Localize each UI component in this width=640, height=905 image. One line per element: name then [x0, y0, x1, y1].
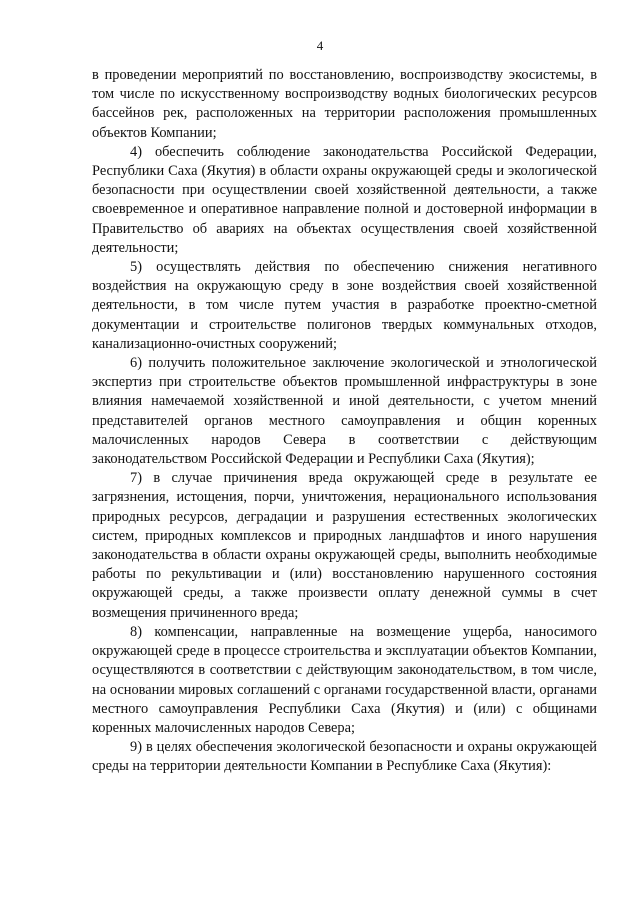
paragraph-item-7: 7) в случае причинения вреда окружающей среде в результате ее загрязнения, истощения, порчи, уничтожения, нерационального использования природных ресурсов, деградации и разрушения естественных экологических систем, природных комплексов и природных ландшафтов и иного нарушения законодательства в области охраны окружающей среды, выполнить необходимые работы по рекультивации и (или) восстановлению нарушенного состояния окружающей среды, а также произвести оплату денежной суммы в счет возмещения причиненного вреда;: [92, 470, 597, 621]
paragraph-item-6: 6) получить положительное заключение экологической и этнологической экспертиз при строительстве объектов промышленной инфраструктуры в зоне влияния намечаемой хозяйственной и иной деятельности, с учетом мнений представителей органов местного самоуправления и общин коренных малочисленных народов Севера в соответствии с действующим законодательством Российской Федерации и Республики Саха (Якутия);: [92, 355, 597, 468]
document-body: [92, 66, 597, 777]
paragraph-continuation: в проведении мероприятий по восстановлению, воспроизводству экосистемы, в том числе по искусственному воспроизводству водных биологических ресурсов бассейнов рек, расположенных на территории расположения промышленных объектов Компании;: [92, 67, 597, 141]
paragraph-item-4: 4) обеспечить соблюдение законодательства Российской Федерации, Республики Саха (Якутия) в области охраны окружающей среды и экологической безопасности при осуществлении своей хозяйственной деятельности, а также своевременное и оперативное направление полной и достоверной информации в Правительство об авариях на объектах осуществления своей хозяйственной деятельности;: [92, 143, 597, 256]
paragraph-item-9: 9) в целях обеспечения экологической безопасности и охраны окружающей среды на территории деятельности Компании в Республике Саха (Якутия):: [92, 739, 597, 775]
paragraph-item-8: 8) компенсации, направленные на возмещение ущерба, наносимого окружающей среде в процессе строительства и эксплуатации объектов Компании, осуществляются в соответствии с действующим законодательством, в том числе, на основании мировых соглашений с органами государственной власти, органами местного самоуправления Республики Саха (Якутия) и (или) с общинами коренных малочисленных народов Севера;: [92, 623, 597, 736]
page-number: 4: [316, 38, 324, 53]
paragraph-item-5: 5) осуществлять действия по обеспечению снижения негативного воздействия на окружающую среду в зоне воздействия своей хозяйственной деятельности, в том числе путем участия в разработке проектно-сметной документации и строительстве полигонов твердых коммунальных отходов, канализационно-очистных сооружений;: [92, 259, 597, 352]
